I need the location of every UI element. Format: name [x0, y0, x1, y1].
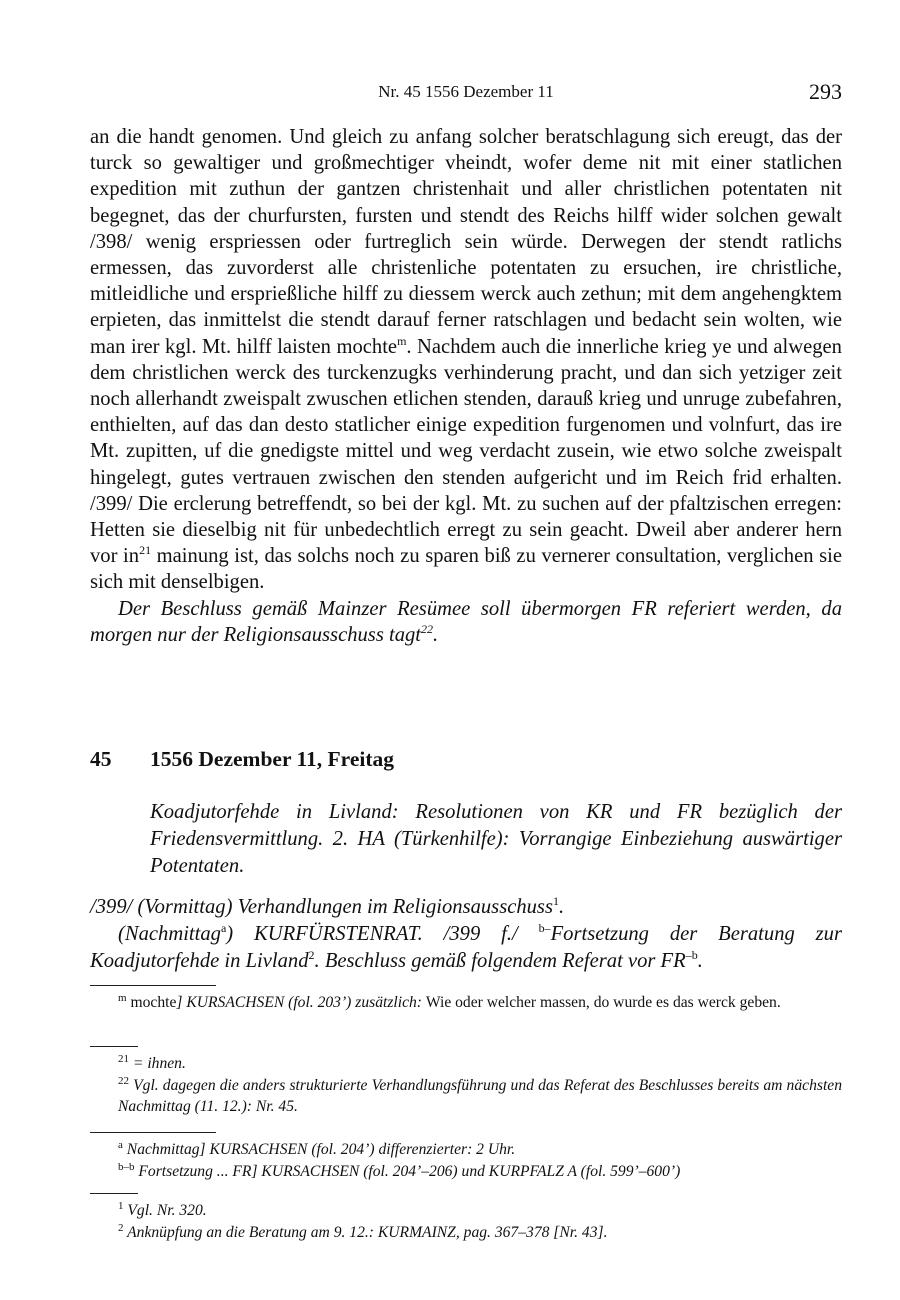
footnote-2 — [90, 1222, 842, 1244]
footnote-b — [90, 1161, 842, 1183]
note-ref: a — [220, 921, 227, 936]
footnote-21 — [90, 1053, 842, 1075]
footnote-mark: a — [118, 1138, 123, 1151]
running-title: Nr. 45 1556 Dezember 11 — [378, 82, 554, 101]
session-line-1 — [90, 894, 842, 921]
footnotes-numeric — [90, 1046, 842, 1118]
footnote-text: Wie oder welcher massen, do wurde es das werck geben. — [425, 994, 781, 1011]
text-segment: . — [433, 623, 439, 646]
text-segment: . Beschluss gemäß folgendem Referat vor FR — [314, 950, 686, 972]
footnote-bracket: ] — [176, 994, 187, 1011]
footnote-text: Fortsetzung ... FR] KURSACHSEN (fol. 204’–206) und KURPFALZ A (fol. 599’–600’) — [134, 1162, 681, 1180]
footnote-mark: 21 — [118, 1052, 129, 1065]
footnote-22 — [90, 1075, 842, 1118]
footnote-text: Vgl. Nr. 320. — [123, 1202, 207, 1219]
page-number: 293 — [809, 79, 842, 104]
note-ref: 21 — [139, 543, 152, 558]
note-ref: 1 — [552, 894, 559, 909]
footnotes-variant-m — [90, 985, 842, 1014]
footnote-mark: 1 — [118, 1199, 124, 1212]
footnote-mark: m — [118, 991, 127, 1004]
footnote-mark: 2 — [118, 1221, 124, 1234]
footnote-text: Anknüpfung an die Beratung am 9. 12.: KURMAINZ, pag. 367–378 [Nr. 43]. — [123, 1223, 608, 1241]
footnote-rule — [90, 1193, 138, 1194]
footnote-text: = ihnen. — [129, 1055, 186, 1072]
regest — [150, 799, 842, 880]
text-segment: Fortsetzung der Beratung zur Koadjutorfehde in Livland — [90, 923, 842, 972]
text-segment: ) KURFÜRSTENRAT. /399 f./ — [226, 923, 539, 945]
footnote-rule — [90, 985, 216, 986]
session-text — [90, 894, 842, 975]
text-segment: . Nachdem auch die innerliche krieg ye und alwegen dem christlichen werck des turckenzugks verhinderung pracht, und dan sich yetziger zeit noch allerhandt zweispalt zwuschen etlichen stenden, darauß krieg und unruge zubefahren, enthielten, auf das dan desto statlicher einige expedition furgenomen und volnfurt, das ire Mt. zupitten, uf die gnedigste mittel und weg verdacht zusein, wie etwo solche zweispalt hingelegt, gutes vertrauen zwischen den stenden aufgericht und im Reich frid erhalten. /399/ Die erclerung betreffendt, so bei der kgl. Mt. zu suchen auf der pfaltzischen erregen: Hetten sie dieselbig nit für unbedechtlich erregt zu sein geacht. Dweil aber anderer hern vor in — [90, 335, 842, 568]
text-segment: Der Beschluss gemäß Mainzer Resümee soll übermorgen FR referiert werden, da morgen nur der Religionsausschuss tagt — [90, 597, 842, 646]
text-segment: /399/ (Vormittag) Verhandlungen im Religionsausschuss — [90, 896, 553, 918]
footnote-1 — [90, 1200, 842, 1222]
footnote-m — [90, 992, 842, 1014]
text-segment: an die handt genomen. Und gleich zu anfang solcher beratschlagung sich ereugt, das der turck so gewaltiger und großmechtiger vheindt, wofer deme nit mit einer statlichen expedition mit zuthun der gantzen christenhait und aller christlichen potentaten nit begegnet, das der churfursten, fursten und stendt des Reichs hilff wider solchen gewalt /398/ wenig erspriessen oder furtreglich sein würde. Derwegen der stendt ratlichs ermessen, das zuvorderst alle christenliche potentaten zu ersuchen, ire christliche, mitleidliche und ersprießliche hilff zu diessem werck auch zethun; mit dem angehengktem erpieten, das inmittelst die stendt darauf ferner ratschlagen und bedacht sein wolten, wie man irer kgl. Mt. hilff laisten mochte — [90, 126, 842, 358]
footnotes-sources — [90, 1193, 842, 1243]
note-ref: –b — [685, 948, 698, 963]
footnote-rule — [90, 1046, 138, 1047]
paragraph-1 — [90, 124, 842, 596]
text-segment: . — [558, 896, 565, 918]
footnote-text: Nachmittag] KURSACHSEN (fol. 204’) differenzierter: 2 Uhr. — [122, 1141, 516, 1158]
footnotes-variant-ab — [90, 1132, 842, 1182]
text-segment: . — [697, 950, 703, 972]
text-segment: (Nachmittag — [118, 923, 221, 945]
note-ref: b– — [538, 921, 551, 936]
footnote-a — [90, 1139, 842, 1161]
footnote-label: zusätzlich: — [351, 994, 426, 1011]
running-head — [90, 79, 842, 107]
footnote-lemma: mochte — [130, 994, 177, 1011]
section-heading — [90, 747, 842, 772]
footnote-mark: 22 — [118, 1074, 129, 1087]
text-segment: mainung ist, das solchs noch zu sparen biß zu vernerer consultation, verglichen sie sich mit denselbigen. — [90, 545, 843, 594]
footnote-source: KURSACHSEN (fol. 203’) — [186, 994, 352, 1011]
footnote-rule — [90, 1132, 216, 1133]
note-ref: 2 — [308, 948, 315, 963]
section-title: 1556 Dezember 11, Freitag — [150, 747, 394, 771]
footnote-mark: b–b — [118, 1160, 135, 1173]
section-number: 45 — [90, 747, 112, 771]
note-ref: 22 — [421, 622, 434, 636]
paragraph-2 — [90, 596, 842, 648]
footnote-text: Vgl. dagegen die anders strukturierte Verhandlungsführung und das Referat des Beschlusses bereits am nächsten Nachmittag (11. 12.): Nr. 45. — [118, 1076, 842, 1115]
note-ref: m — [397, 333, 407, 348]
main-text — [90, 124, 842, 648]
regest-text: Koadjutorfehde in Livland: Resolutionen von KR und FR bezüglich der Friedensvermittlung. 2. HA (Türkenhilfe): Vorrangige Einbeziehung auswärtiger Potentaten. — [150, 801, 842, 877]
session-line-2 — [90, 921, 842, 975]
